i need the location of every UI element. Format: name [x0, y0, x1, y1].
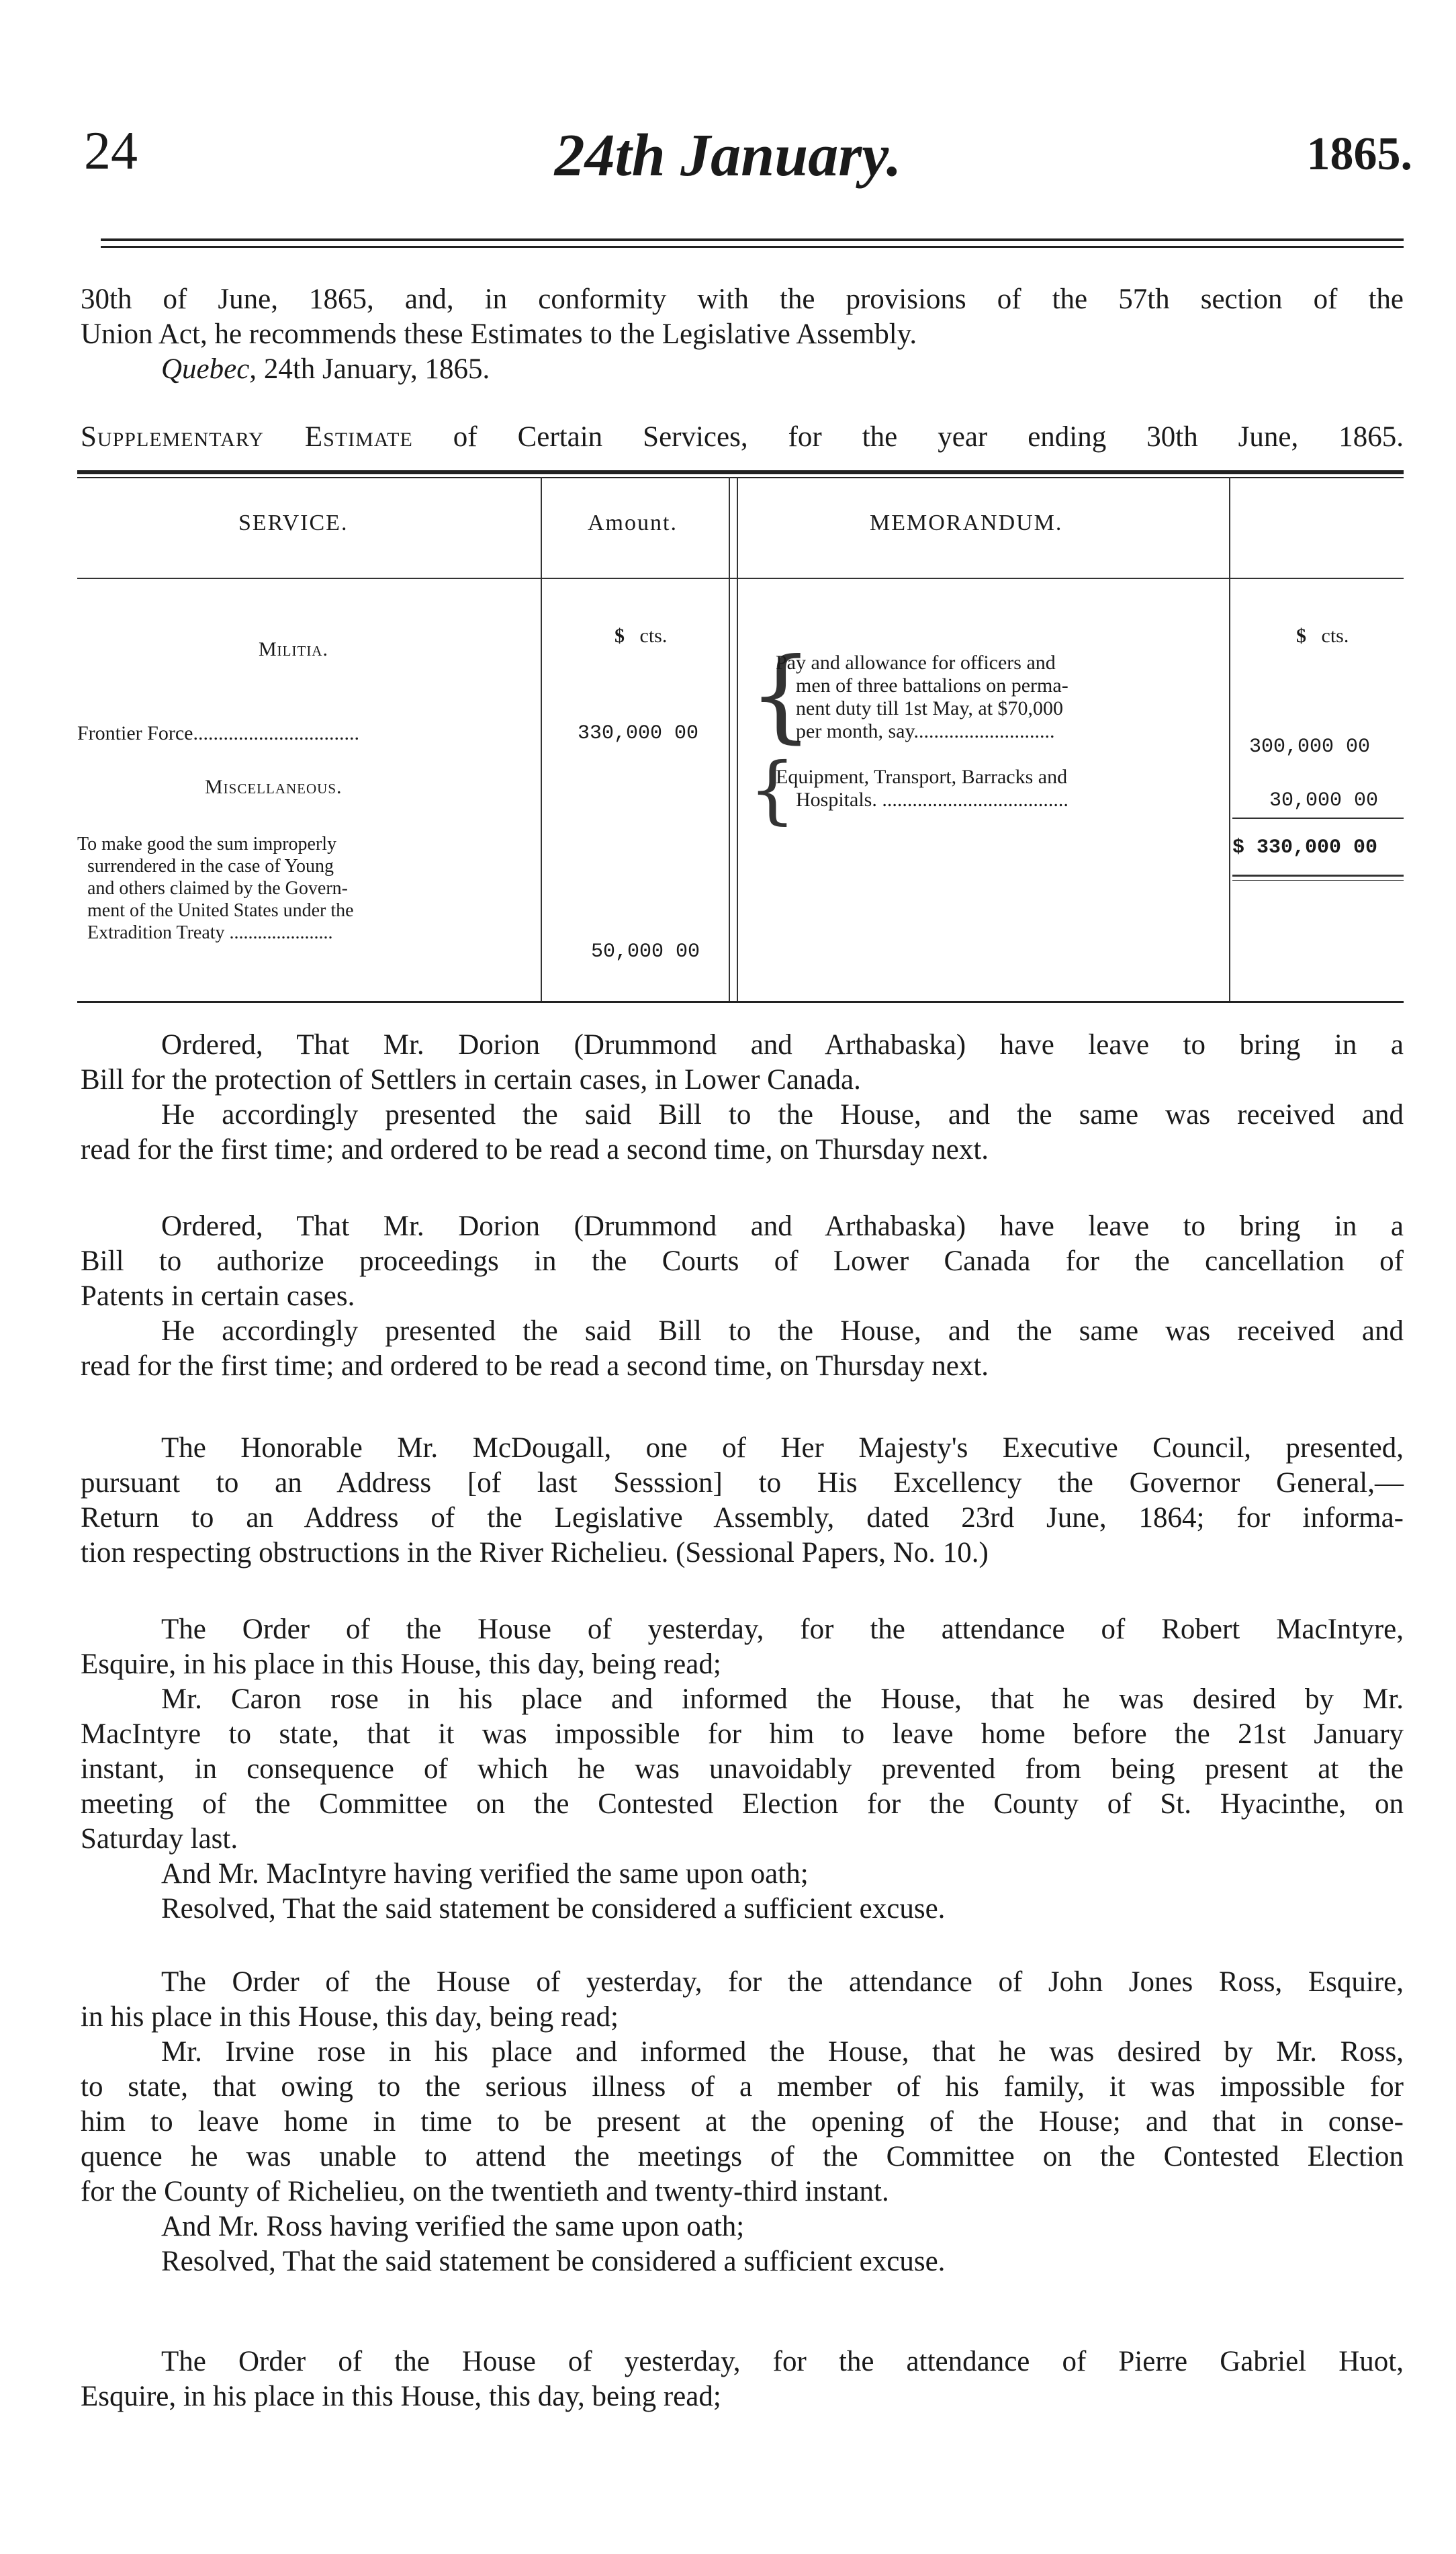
frontier-force-amount: 330,000 00 — [578, 722, 699, 745]
estimate-title-lead: Supplementary Estimate — [81, 421, 413, 453]
signoff-date: 24th January, 1865. — [263, 353, 490, 385]
intro-line-2: Union Act, he recommends these Estimates to the Legislative Assembly. — [81, 318, 917, 350]
intro-text — [81, 282, 1404, 387]
table-top-rule — [77, 470, 1404, 474]
militia-heading: Militia. — [259, 638, 328, 660]
estimate-title-rest: of Certain Services, for the year ending 30th June, 1865. — [453, 421, 1404, 453]
memo-brace-2: { — [749, 746, 796, 832]
memo-total: $ 330,000 00 — [1232, 836, 1378, 859]
estimate-title — [81, 420, 1404, 455]
amount-currency: $ cts. — [615, 625, 668, 647]
paragraph-patents-bill: Ordered, That Mr. Dorion (Drummond and Arthabaska) have leave to bring in a Bill to authorize proceedings in the Courts of Lower Canada for the cancellation of Patents in certain cases. He accordingly presented the said Bill to the House, and the same was received and read for the first time; and ordered to be read a second time, on Thursday next. — [81, 1210, 1404, 1382]
page-number: 24 — [84, 122, 138, 181]
misc-description: To make good the sum improperly surrendered in the case of Young and others claimed by the Govern- ment of the United States under the Extradition Treaty ...................... — [77, 834, 354, 943]
table-bottom-rule — [77, 1001, 1404, 1003]
frontier-force-row: Frontier Force................................. — [77, 722, 359, 744]
paragraph-ross-attendance: The Order of the House of yesterday, for the attendance of John Jones Ross, Esquire, in his place in this House, this day, being read; Mr. Irvine rose in his place and informed the House, that he was desired by Mr. Ross, to state, that owing to the serious illness of a member of his family, it was impossible for him to leave home in time to be present at the opening of the House; and that in conse- quence he was unable to attend the meetings of the Committee on the Contested Election for the County of Richelieu, on the twentieth and twenty-third instant. And Mr. Ross having verified the same upon oath; Resolved, That the said statement be considered a sufficient excuse. — [81, 1966, 1404, 2277]
signoff-place: Quebec, — [161, 353, 257, 385]
misc-amount: 50,000 00 — [591, 940, 700, 963]
page-header — [0, 121, 1456, 202]
memo-equipment: Equipment, Transport, Barracks and Hospitals. ..................................... — [776, 766, 1068, 811]
page-year: 1865. — [1306, 128, 1412, 180]
col-header-service: SERVICE. — [238, 511, 349, 535]
header-rule — [101, 238, 1404, 248]
col-header-amount: Amount. — [588, 511, 678, 535]
estimate-table — [77, 470, 1404, 1008]
paragraph-macintyre-attendance: The Order of the House of yesterday, for the attendance of Robert MacIntyre, Esquire, in his place in this House, this day, being read; Mr. Caron rose in his place and informed the House, that he was desired by Mr. MacIntyre to state, that it was impossible for him to leave home before the 21st January instant, in consequence of which he was unavoidably prevented from being present at the meeting of the Committee on the Contested Election for the County of St. Hyacinthe, on Saturday last. And Mr. MacIntyre having verified the same upon oath; Resolved, That the said statement be considered a sufficient excuse. — [81, 1614, 1404, 1925]
misc-heading: Miscellaneous. — [205, 776, 343, 798]
memo-amount-equipment: 30,000 00 — [1269, 789, 1379, 812]
paragraph-huot-attendance: The Order of the House of yesterday, for the attendance of Pierre Gabriel Huot, Esquire, in his place in this House, this day, being read; — [81, 2346, 1404, 2412]
paragraph-settlers-bill: Ordered, That Mr. Dorion (Drummond and Arthabaska) have leave to bring in a Bill for the protection of Settlers in certain cases, in Lower Canada. He accordingly presented the said Bill to the House, and the same was received and read for the first time; and ordered to be read a second time, on Thursday next. — [81, 1029, 1404, 1165]
col-header-memorandum: MEMORANDUM. — [870, 511, 1063, 535]
memo-amount-pay: 300,000 00 — [1249, 736, 1371, 758]
memo-pay-allowance: Pay and allowance for officers and men of three battalions on perma- nent duty till 1st May, at $70,000 per month, say............................ — [776, 652, 1068, 742]
memo-currency: $ cts. — [1296, 625, 1349, 647]
memo-brace-1: { — [749, 637, 813, 754]
page-date-heading: 24th January. — [554, 122, 902, 189]
intro-signoff — [81, 352, 1404, 387]
paragraph-mcdougall-return: The Honorable Mr. McDougall, one of Her Majesty's Executive Council, presented, pursuant to an Address [of last Sesssion] to His Excellency the Governor General,— Return to an Address of the Legislative Assembly, dated 23rd June, 1864; for informa- tion respecting obstructions in the River Richelieu. (Sessional Papers, No. 10.) — [81, 1432, 1404, 1569]
intro-line-1: 30th of June, 1865, and, in conformity with the provisions of the 57th section of the — [81, 283, 1404, 315]
